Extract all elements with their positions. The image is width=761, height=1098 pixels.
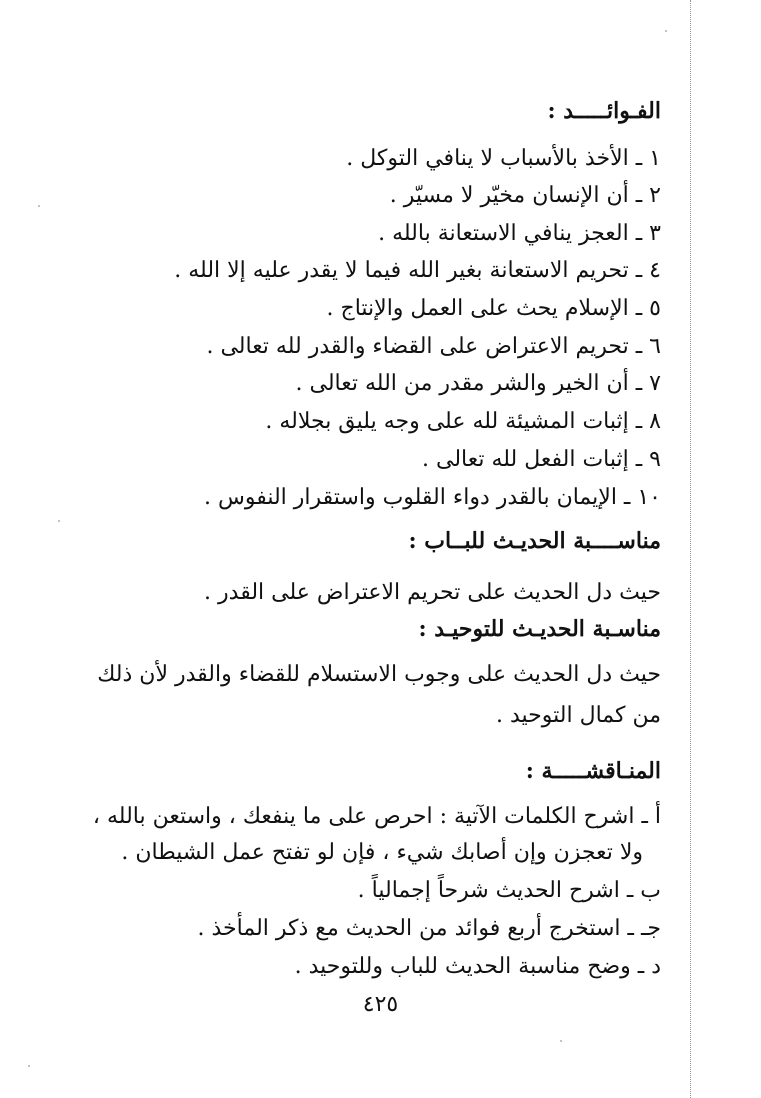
scan-speck [58,520,60,522]
discussion-question-d: د ـ وضح مناسبة الحديث للباب وللتوحيد . [294,954,661,979]
benefit-item-1: ١ ـ الأخذ بالأسباب لا ينافي التوكل . [346,146,661,171]
scan-speck [560,1040,562,1042]
benefit-item-5: ٥ ـ الإسلام يحث على العمل والإنتاج . [326,296,661,321]
page-number: ٤٢٥ [362,992,399,1017]
discussion-question-b: ب ـ اشرح الحديث شرحاً إجمالياً . [357,878,661,903]
relevance-chapter-heading: مناســــبة الحديـث للبــاب : [408,528,661,554]
relevance-tawhid-text-line-1: حيث دل الحديث على وجوب الاستسلام للقضاء والقدر لأن ذلك [97,662,661,687]
discussion-question-a-line-2: ولا تعجزن وإن أصابك شيء ، فإن لو تفتح عمل الشيطان . [121,840,643,865]
benefit-item-2: ٢ ـ أن الإنسان مخيّر لا مسيّر . [389,183,661,208]
benefit-item-7: ٧ ـ أن الخير والشر مقدر من الله تعالى . [295,371,661,396]
scan-speck [38,205,40,207]
benefits-heading: الفـوائـــــد : [547,98,661,124]
benefit-item-9: ٩ ـ إثبات الفعل لله تعالى . [422,447,661,472]
relevance-tawhid-heading: مناسـبة الحديـث للتوحيـد : [418,616,661,642]
benefit-item-3: ٣ ـ العجز ينافي الاستعانة بالله . [378,221,661,246]
scan-speck [28,1065,30,1067]
relevance-tawhid-text-line-2: من كمال التوحيد . [496,703,661,728]
benefit-item-8: ٨ ـ إثبات المشيئة لله على وجه يليق بجلاله . [265,409,661,434]
binding-edge-dots [690,0,691,1098]
benefit-item-6: ٦ ـ تحريم الاعتراض على القضاء والقدر لله تعالى . [206,334,661,359]
discussion-heading: المنـاقشـــــة : [525,758,661,784]
scan-speck [665,30,667,32]
relevance-chapter-text: حيث دل الحديث على تحريم الاعتراض على القدر . [204,580,661,605]
benefit-item-4: ٤ ـ تحريم الاستعانة بغير الله فيما لا يقدر عليه إلا الله . [174,258,661,283]
benefit-item-10: ١٠ ـ الإيمان بالقدر دواء القلوب واستقرار النفوس . [203,485,661,510]
discussion-question-c: جـ ـ استخرج أربع فوائد من الحديث مع ذكر المأخذ . [197,916,661,941]
discussion-question-a-line-1: أ ـ اشرح الكلمات الآتية : احرص على ما ينفعك ، واستعن بالله ، [92,804,661,829]
